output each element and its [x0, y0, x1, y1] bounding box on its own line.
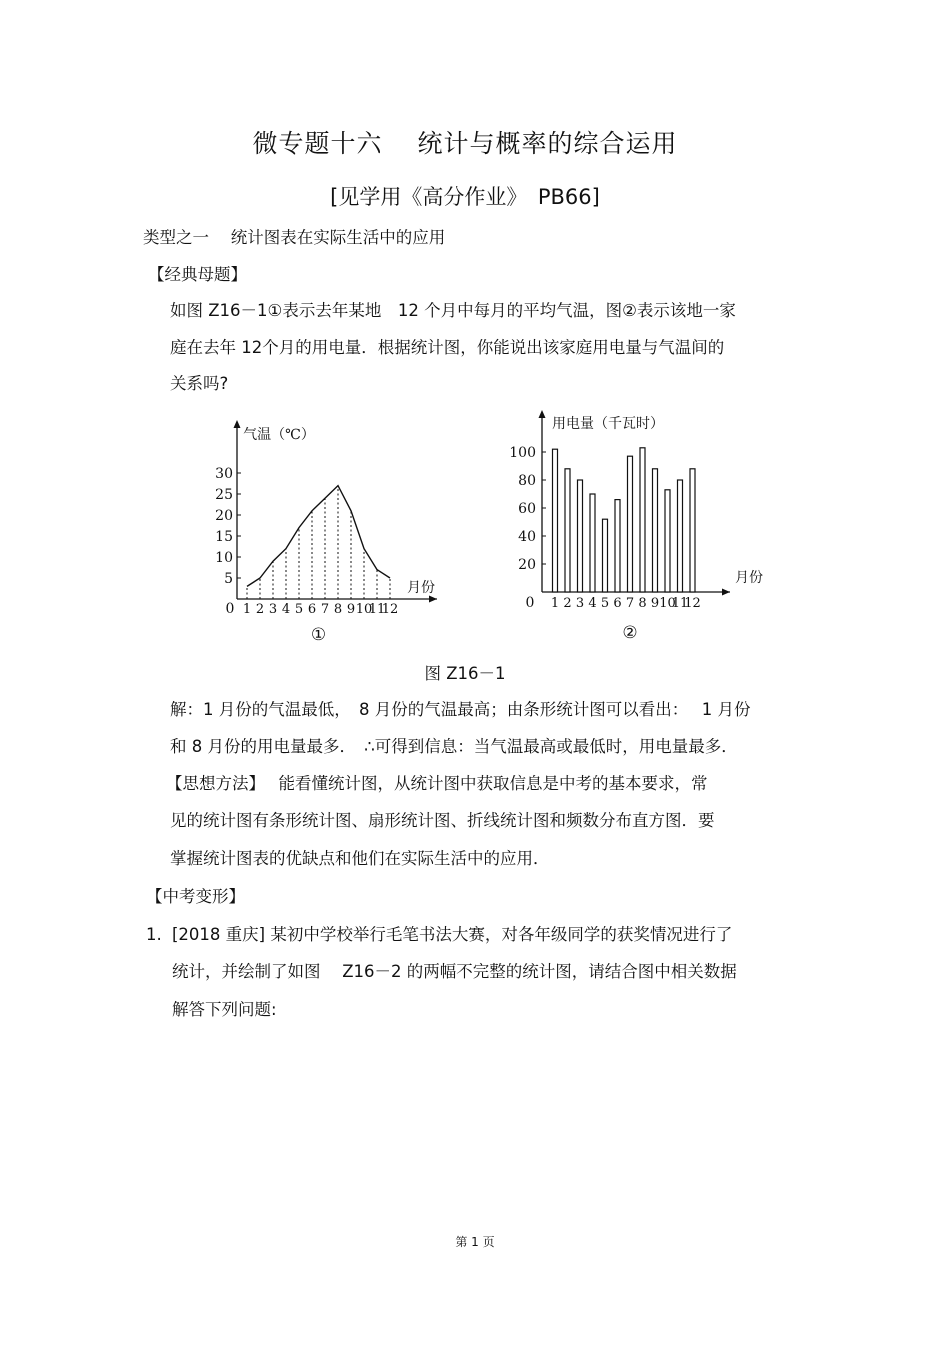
x-tick-label: 1	[242, 602, 252, 617]
x-axis-arrow	[429, 596, 437, 603]
x-tick-label: 7	[625, 596, 635, 611]
x-tick-label: 8	[333, 602, 343, 617]
classic-heading: 【经典母题】	[148, 265, 247, 284]
x-tick-label: 10	[355, 602, 373, 617]
figure-caption: 图 Z16－1	[424, 664, 506, 683]
y-tick-label: 30	[215, 466, 233, 482]
x-tick-label: 4	[281, 602, 291, 617]
bar	[640, 448, 645, 592]
page-title: 微专题十六 统计与概率的综合运用	[252, 129, 678, 158]
y-tick-label: 100	[509, 445, 536, 461]
x-axis-label: 月份	[735, 570, 763, 586]
y-tick-label: 15	[215, 529, 233, 545]
electricity-bar-chart	[500, 406, 770, 654]
bar	[690, 469, 695, 592]
method-line: 掌握统计图表的优缺点和他们在实际生活中的应用．	[170, 849, 550, 868]
method-line: 见的统计图有条形统计图、扇形统计图、折线统计图和频数分布直方图．要	[170, 811, 715, 830]
x-tick-label: 12	[381, 602, 399, 617]
y-axis-label: 气温（℃）	[243, 427, 315, 443]
page-subtitle: [见学用《高分作业》 PB66]	[330, 185, 600, 209]
y-tick-label: 20	[518, 557, 536, 573]
x-tick-label: 11	[671, 596, 689, 611]
temperature-series-line	[247, 486, 390, 587]
x-tick-label: 7	[320, 602, 330, 617]
x-tick-label: 3	[575, 596, 585, 611]
y-axis-arrow	[539, 410, 546, 418]
temperature-line-chart	[205, 414, 450, 654]
bar	[565, 469, 570, 592]
question-line: 解答下列问题:	[172, 1000, 277, 1019]
y-tick-label: 5	[224, 571, 233, 587]
bar	[678, 480, 683, 592]
x-tick-label: 2	[255, 602, 265, 617]
x-tick-label: 12	[684, 596, 701, 611]
solution-line: 解：1 月份的气温最低， 8 月份的气温最高；由条形统计图可以看出： 1 月份	[170, 700, 751, 719]
x-tick-label: 3	[268, 602, 278, 617]
solution-line: 和 8 月份的用电量最多． ∴可得到信息：当气温最高或最低时，用电量最多．	[170, 737, 738, 756]
x-tick-label: 8	[638, 596, 647, 611]
bar	[590, 494, 595, 592]
type-heading: 类型之一 统计图表在实际生活中的应用	[143, 228, 446, 247]
chart-number-label: ②	[622, 623, 638, 643]
x-tick-label: 2	[563, 596, 572, 611]
bar	[665, 490, 670, 592]
x-tick-label: 5	[294, 602, 304, 617]
variant-heading: 【中考变形】	[146, 887, 245, 906]
x-tick-label: 11	[368, 602, 386, 617]
bar	[603, 519, 608, 592]
problem-line: 如图 Z16－1①表示去年某地 12 个月中每月的平均气温，图②表示该地一家	[170, 301, 736, 320]
y-axis-label: 用电量（千瓦时）	[552, 416, 664, 432]
bar	[578, 480, 583, 592]
y-tick-label: 10	[215, 550, 233, 566]
method-line: 【思想方法】 能看懂统计图，从统计图中获取信息是中考的基本要求，常	[166, 774, 708, 793]
x-tick-label: 9	[346, 602, 356, 617]
y-tick-label: 60	[518, 501, 536, 517]
problem-line: 庭在去年 12个月的用电量．根据统计图，你能说出该家庭用电量与气温间的	[170, 338, 725, 357]
problem-line: 关系吗?	[170, 374, 229, 393]
x-axis-arrow	[722, 589, 730, 596]
bar	[653, 469, 658, 592]
y-axis-arrow	[234, 420, 241, 428]
chart-number-label: ①	[310, 625, 327, 645]
origin-label: 0	[525, 595, 535, 611]
x-tick-label: 10	[659, 596, 676, 611]
y-tick-label: 40	[518, 529, 536, 545]
x-tick-label: 6	[307, 602, 317, 617]
y-tick-label: 20	[215, 508, 233, 524]
x-tick-label: 5	[600, 596, 610, 611]
x-tick-label: 6	[613, 596, 622, 611]
page-footer: 第 1 页	[455, 1235, 495, 1249]
question-number: 1.	[146, 925, 162, 944]
question-line: 统计，并绘制了如图 Z16－2 的两幅不完整的统计图，请结合图中相关数据	[172, 962, 737, 981]
x-axis-label: 月份	[407, 580, 435, 596]
x-tick-label: 1	[550, 596, 560, 611]
bar	[553, 449, 558, 592]
origin-label: 0	[225, 601, 235, 617]
x-tick-label: 9	[650, 596, 660, 611]
bar	[615, 500, 620, 592]
y-tick-label: 25	[215, 487, 233, 503]
y-tick-label: 80	[518, 473, 536, 489]
x-tick-label: 4	[588, 596, 597, 611]
bar	[628, 456, 633, 592]
question-line: [2018 重庆] 某初中学校举行毛笔书法大赛，对各年级同学的获奖情况进行了	[172, 925, 733, 944]
